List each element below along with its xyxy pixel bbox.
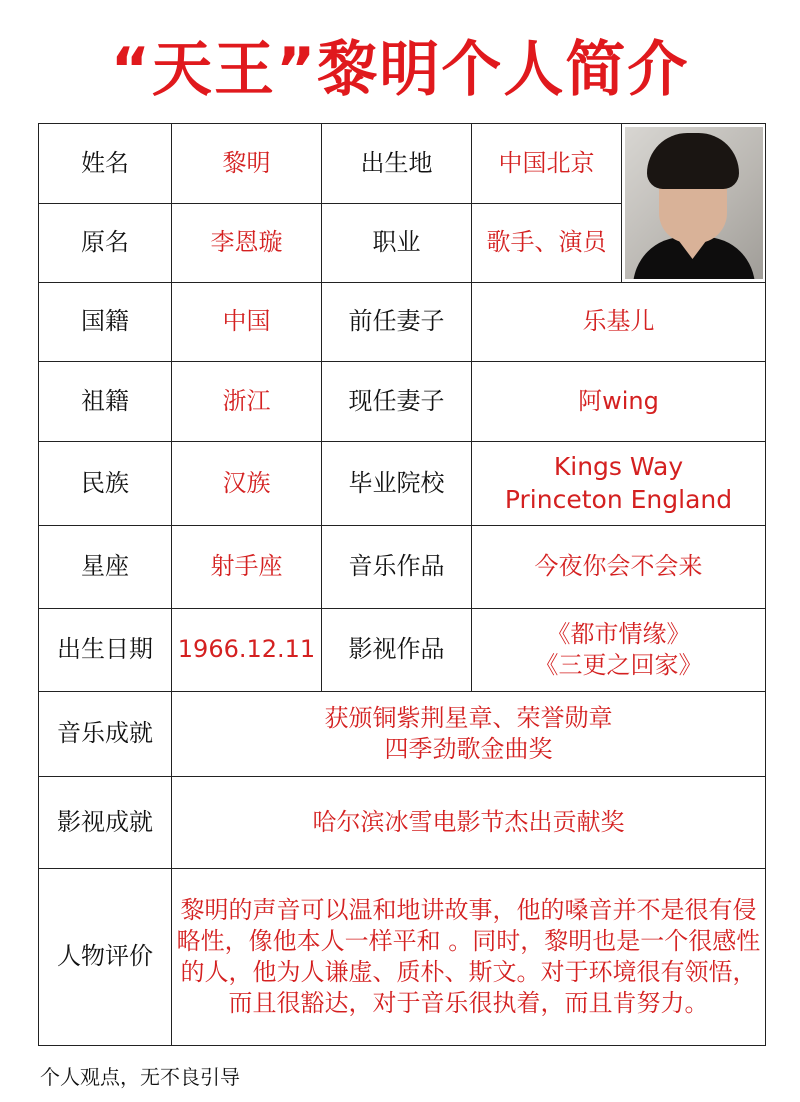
ancestral-home-value: 浙江 xyxy=(172,362,322,442)
music-achievements-value xyxy=(172,692,766,777)
birthdate-value: 1966.12.11 xyxy=(172,609,322,692)
portrait-cell xyxy=(622,124,766,283)
table-row xyxy=(39,283,766,362)
table-row xyxy=(39,526,766,609)
table-row xyxy=(39,777,766,869)
zodiac-label: 星座 xyxy=(39,526,172,609)
evaluation-value: 黎明的声音可以温和地讲故事，他的嗓音并不是很有侵略性，像他本人一样平和 。同时，黎明也是一个很感性的人，他为人谦虚、质朴、斯文。对于环境很有领悟，而且很豁达，对于音乐很执着，而且肯努力。 xyxy=(172,869,766,1046)
music-works-value: 今夜你会不会来 xyxy=(472,526,766,609)
name-value: 黎明 xyxy=(172,124,322,204)
zodiac-value: 射手座 xyxy=(172,526,322,609)
page-title: “天王”黎明个人简介 xyxy=(110,35,690,105)
current-wife-value: 阿wing xyxy=(472,362,766,442)
table-row xyxy=(39,869,766,1046)
film-works-value xyxy=(472,609,766,692)
profile-table xyxy=(38,123,766,1046)
table-row xyxy=(39,362,766,442)
music-achievements-line1: 获颁铜紫荆星章、荣誉勋章 xyxy=(324,703,613,732)
occupation-label: 职业 xyxy=(322,204,472,283)
evaluation-label: 人物评价 xyxy=(39,869,172,1046)
film-works-line2: 《三更之回家》 xyxy=(534,651,703,679)
nationality-label: 国籍 xyxy=(39,283,172,362)
birthplace-label: 出生地 xyxy=(322,124,472,204)
school-value xyxy=(472,442,766,526)
table-row xyxy=(39,124,766,204)
current-wife-label: 现任妻子 xyxy=(322,362,472,442)
nationality-value: 中国 xyxy=(172,283,322,362)
birthdate-label: 出生日期 xyxy=(39,609,172,692)
ethnicity-value: 汉族 xyxy=(172,442,322,526)
occupation-value: 歌手、演员 xyxy=(472,204,622,283)
birthplace-value: 中国北京 xyxy=(472,124,622,204)
music-achievements-label: 音乐成就 xyxy=(39,692,172,777)
film-achievements-value: 哈尔滨冰雪电影节杰出贡献奖 xyxy=(172,777,766,869)
school-label: 毕业院校 xyxy=(322,442,472,526)
school-value-line2: Princeton England xyxy=(504,484,733,514)
film-achievements-label: 影视成就 xyxy=(39,777,172,869)
ex-wife-label: 前任妻子 xyxy=(322,283,472,362)
ancestral-home-label: 祖籍 xyxy=(39,362,172,442)
music-achievements-line2: 四季劲歌金曲奖 xyxy=(384,735,553,763)
table-row xyxy=(39,442,766,526)
ethnicity-label: 民族 xyxy=(39,442,172,526)
portrait-photo xyxy=(625,127,763,279)
footer-note: 个人观点，无不良引导 xyxy=(40,1065,240,1089)
name-label: 姓名 xyxy=(39,124,172,204)
ex-wife-value: 乐基儿 xyxy=(472,283,766,362)
original-name-label: 原名 xyxy=(39,204,172,283)
film-works-line1: 《都市情缘》 xyxy=(546,619,691,648)
original-name-value: 李恩璇 xyxy=(172,204,322,283)
table-row xyxy=(39,609,766,692)
table-row xyxy=(39,692,766,777)
film-works-label: 影视作品 xyxy=(322,609,472,692)
school-value-line1: Kings Way xyxy=(553,452,684,481)
music-works-label: 音乐作品 xyxy=(322,526,472,609)
